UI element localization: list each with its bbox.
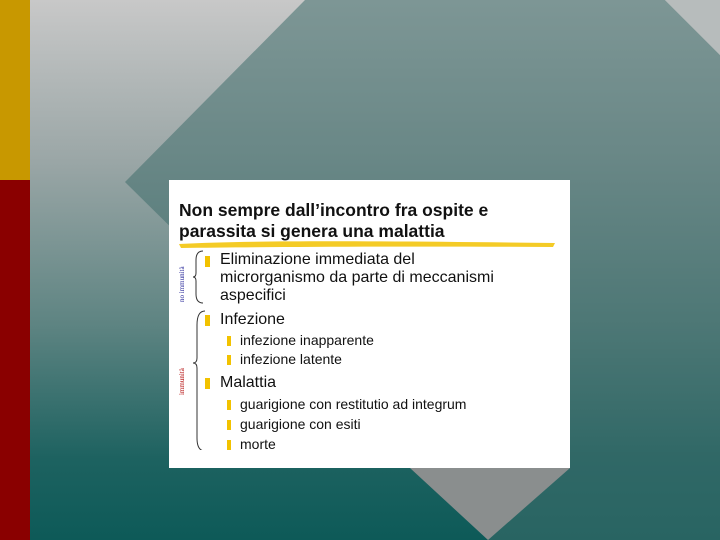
sub-bullet-malattia-1 — [227, 400, 231, 410]
slide-content — [169, 180, 570, 468]
item-1-line-3: aspecifici — [220, 287, 286, 304]
item-1-line-2: microrganismo da parte di meccanismi — [220, 269, 494, 286]
title-line-2: parassita si genera una malattia — [179, 221, 445, 241]
slide-title — [179, 200, 564, 242]
sub-item-guarigione-restitutio: guarigione con restitutio ad integrum — [240, 396, 467, 412]
sub-item-infezione-latente: infezione latente — [240, 351, 342, 367]
item-malattia: Malattia — [220, 374, 277, 391]
sub-item-guarigione-esiti: guarigione con esiti — [240, 416, 361, 432]
label-immunity: immunità — [178, 368, 186, 395]
label-no-immunity: no immunità — [178, 266, 186, 302]
title-line-1: Non sempre dall’incontro fra ospite e — [179, 200, 489, 220]
sub-item-morte: morte — [240, 436, 276, 452]
item-eliminazione — [220, 251, 494, 305]
item-infezione: Infezione — [220, 311, 285, 328]
sub-bullet-infezione-1 — [227, 336, 231, 346]
highlight-stroke — [177, 238, 557, 250]
bullet-item-3 — [205, 378, 210, 389]
item-1-line-1: Eliminazione immediata del — [220, 251, 415, 268]
sub-item-infezione-inapparente: infezione inapparente — [240, 332, 374, 348]
sub-bullet-infezione-2 — [227, 355, 231, 365]
bullet-item-2 — [205, 315, 210, 326]
bullet-item-1 — [205, 256, 210, 267]
brace-lines — [191, 250, 207, 450]
sub-bullet-malattia-3 — [227, 440, 231, 450]
sub-bullet-malattia-2 — [227, 420, 231, 430]
